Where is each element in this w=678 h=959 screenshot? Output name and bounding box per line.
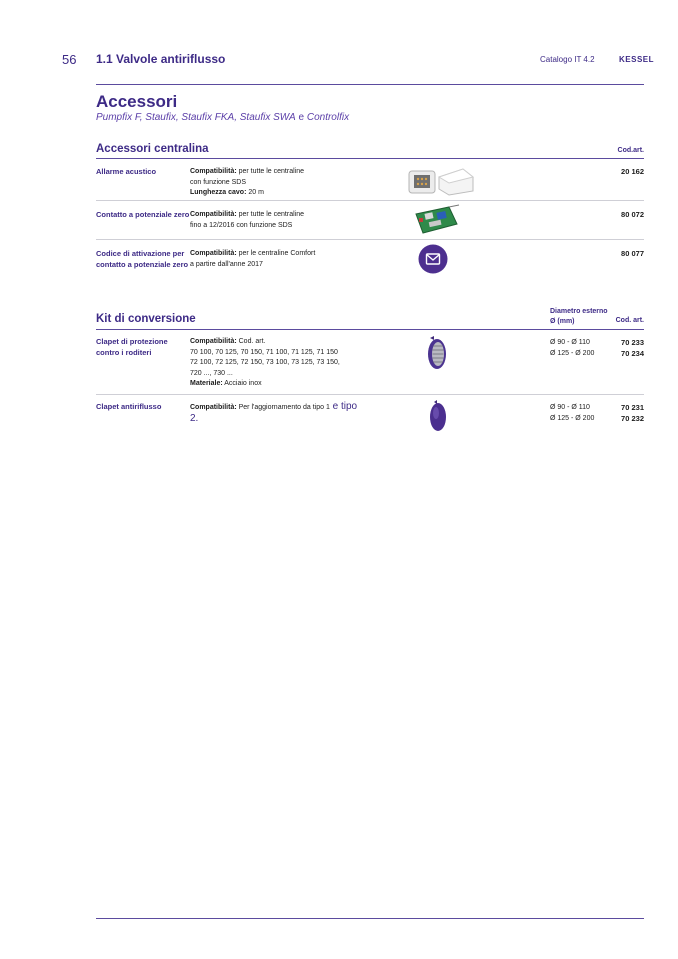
row-label-activation-code: Codice di attivazione per contatto a potenziale zero <box>96 249 189 269</box>
row-description-alarm: Compatibilità: per tutte le centraline con funzione SDS Lunghezza cavo: 20 m <box>190 168 304 196</box>
section-heading-conversion-kit: Kit di conversione <box>96 313 196 325</box>
column-header-code: Cod. art. <box>615 317 644 324</box>
page-title: Accessori <box>96 92 178 111</box>
section-heading-controller-accessories: Accessori centralina <box>96 143 209 155</box>
product-codes: 70 231 70 232 <box>621 403 644 423</box>
row-divider <box>96 394 644 395</box>
row-divider <box>96 239 644 240</box>
backflow-flap-image <box>428 400 448 433</box>
product-codes: 70 233 70 234 <box>621 338 644 358</box>
column-header-diameter: Diametro esterno Ø (mm) <box>550 308 608 325</box>
header-divider <box>96 84 644 85</box>
column-header-code: Cod.art. <box>617 147 644 154</box>
row-label-rodent-flap: Clapet di protezione contro i roditeri <box>96 337 168 357</box>
circuit-board-image <box>413 204 461 236</box>
diameter-range: Ø 90 - Ø 110 Ø 125 - Ø 200 <box>550 404 595 422</box>
page-subtitle: Pumpfix F, Staufix, Staufix FKA, Staufix SWA e Controlfix <box>96 112 350 123</box>
chapter-title: 1.1 Valvole antiriflusso <box>96 52 226 66</box>
row-description-rodent-flap: Compatibilità: Cod. art. 70 100, 70 125, 70 150, 71 100, 71 125, 71 150 72 100, 72 125, 72 150, 73 100, 73 125, 73 150, 720 ..., 730 ... Materiale: Acciaio inox <box>190 338 340 387</box>
alarm-device-image <box>405 163 475 197</box>
product-code: 20 162 <box>621 167 644 176</box>
product-code: 80 077 <box>621 249 644 258</box>
row-label-contact: Contatto a potenziale zero <box>96 210 190 219</box>
row-label-backflow-flap: Clapet antiriflusso <box>96 402 162 411</box>
row-description-contact: Compatibilità: per tutte le centraline fino a 12/2016 con funzione SDS <box>190 211 304 229</box>
row-description-backflow-flap: Compatibilità: Per l'aggiornamento da tipo 1 e tipo 2. <box>190 401 358 424</box>
section-divider <box>96 158 644 159</box>
footer-divider <box>96 918 644 919</box>
rodent-flap-image <box>424 334 450 372</box>
row-label-alarm: Allarme acustico <box>96 167 157 176</box>
row-description-activation-code: Compatibilità: per le centraline Comfort a partire dall'anne 2017 <box>190 250 316 268</box>
brand-label: KESSEL <box>619 55 655 64</box>
section-divider <box>96 329 644 330</box>
page-number: 56 <box>62 52 77 67</box>
email-icon <box>418 244 448 274</box>
row-divider <box>96 200 644 201</box>
catalog-label: Catalogo IT 4.2 <box>540 55 595 64</box>
product-code: 80 072 <box>621 210 644 219</box>
diameter-range: Ø 90 - Ø 110 Ø 125 - Ø 200 <box>550 339 595 357</box>
